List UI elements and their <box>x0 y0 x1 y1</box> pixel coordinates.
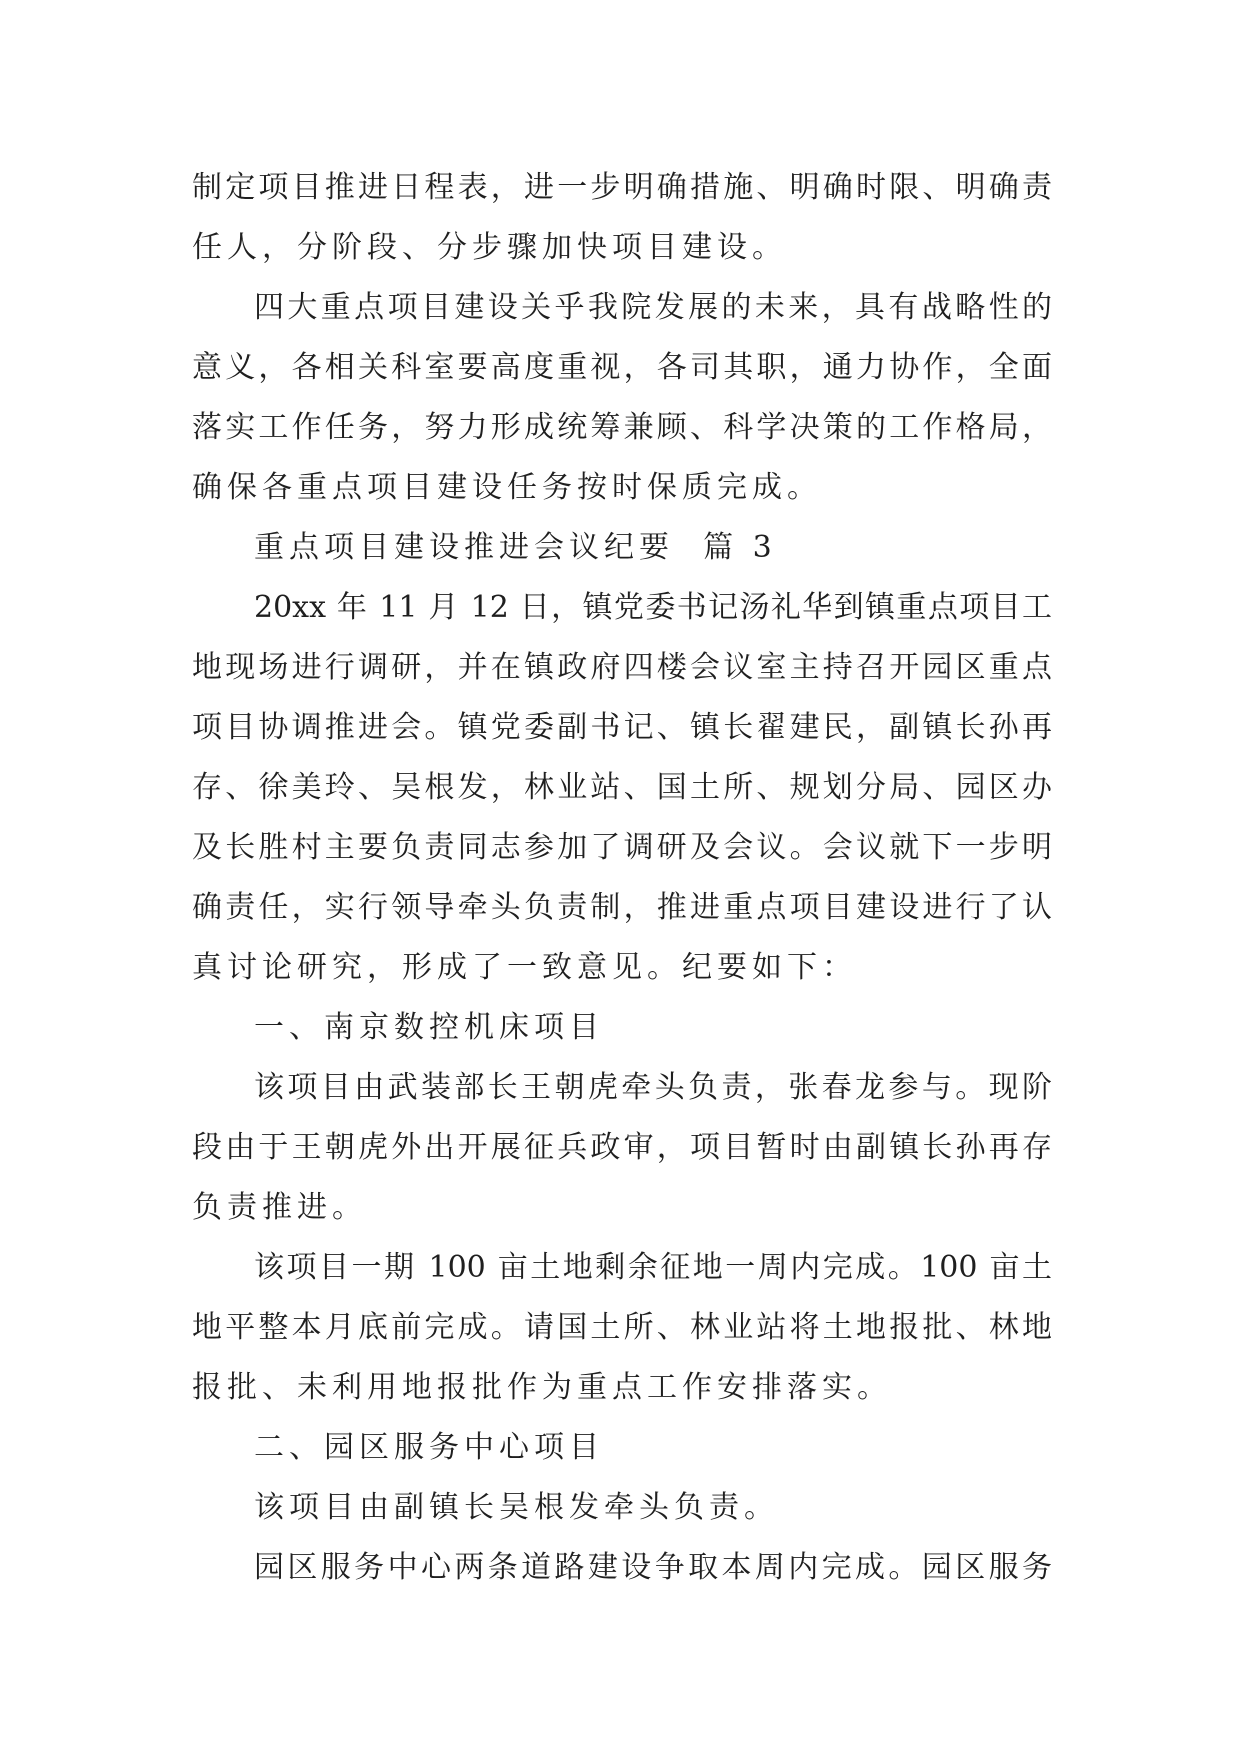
text-line: 任人，分阶段、分步骤加快项目建设。 <box>192 230 787 265</box>
text-line: 落实工作任务，努力形成统筹兼顾、科学决策的工作格局， <box>192 410 1052 445</box>
text-line: 确责任，实行领导牵头负责制，推进重点项目建设进行了认 <box>192 890 1052 925</box>
paragraph-start-line: 园区服务中心两条道路建设争取本周内完成。园区服务 <box>254 1550 1052 1585</box>
text-line: 项目协调推进会。镇党委副书记、镇长翟建民，副镇长孙再 <box>192 710 1052 745</box>
paragraph-start-line: 四大重点项目建设关乎我院发展的未来，具有战略性的 <box>254 290 1052 325</box>
paragraph-start-line: 该项目由武装部长王朝虎牵头负责，张春龙参与。现阶 <box>254 1070 1052 1105</box>
paragraph-start-line: 20xx 年 11 月 12 日，镇党委书记汤礼华到镇重点项目工 <box>254 590 1052 625</box>
paragraph-start-line: 该项目由副镇长吴根发牵头负责。 <box>254 1490 779 1525</box>
text-line: 真讨论研究，形成了一致意见。纪要如下： <box>192 950 857 985</box>
text-line: 存、徐美玲、吴根发，林业站、国土所、规划分局、园区办 <box>192 770 1052 805</box>
subsection-heading: 二、园区服务中心项目 <box>254 1430 604 1465</box>
text-line: 段由于王朝虎外出开展征兵政审，项目暂时由副镇长孙再存 <box>192 1130 1052 1165</box>
subsection-heading: 一、南京数控机床项目 <box>254 1010 604 1045</box>
text-line: 报批、未利用地报批作为重点工作安排落实。 <box>192 1370 892 1405</box>
text-line: 负责推进。 <box>192 1190 367 1225</box>
text-line: 确保各重点项目建设任务按时保质完成。 <box>192 470 822 505</box>
document-body <box>192 158 1052 1598</box>
section-heading: 重点项目建设推进会议纪要 篇 3 <box>254 530 777 565</box>
text-line: 地现场进行调研，并在镇政府四楼会议室主持召开园区重点 <box>192 650 1052 685</box>
text-line: 地平整本月底前完成。请国土所、林业站将土地报批、林地 <box>192 1310 1052 1345</box>
text-line: 意义，各相关科室要高度重视，各司其职，通力协作，全面 <box>192 350 1052 385</box>
text-line: 制定项目推进日程表，进一步明确措施、明确时限、明确责 <box>192 170 1052 205</box>
paragraph-start-line: 该项目一期 100 亩土地剩余征地一周内完成。100 亩土 <box>254 1250 1052 1285</box>
text-line: 及长胜村主要负责同志参加了调研及会议。会议就下一步明 <box>192 830 1052 865</box>
